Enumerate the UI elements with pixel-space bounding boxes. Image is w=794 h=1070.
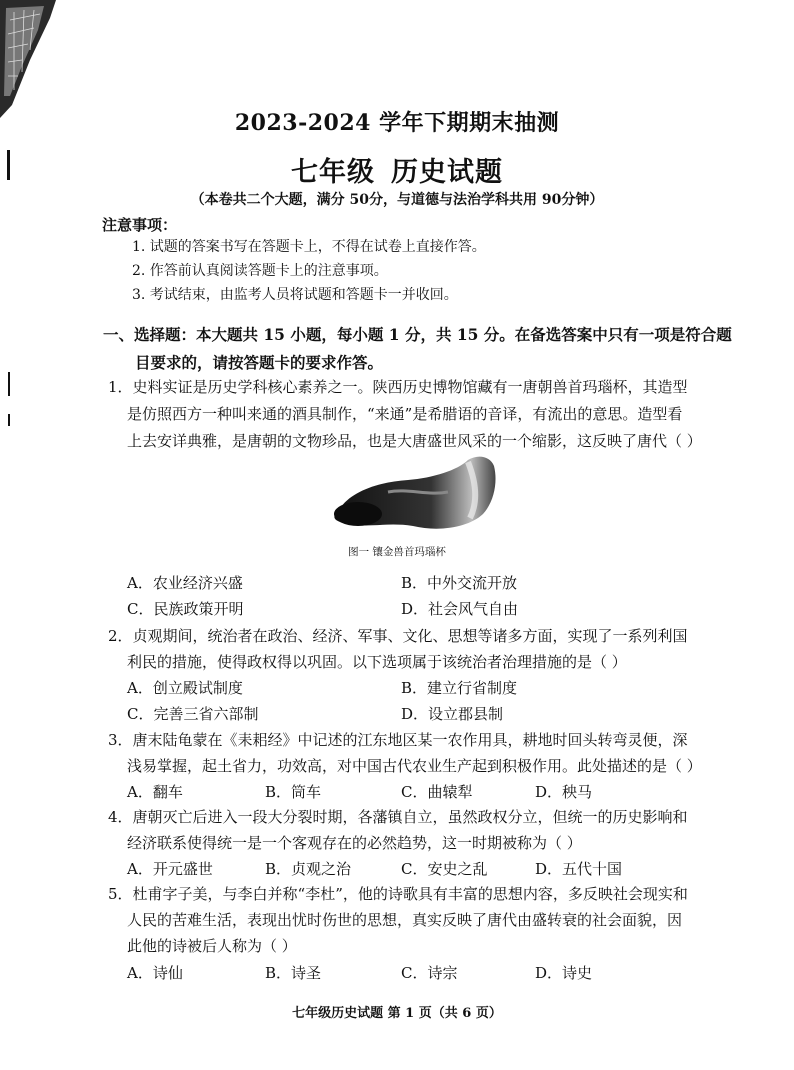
option-a: A．翻车 [127,783,183,801]
question-3-line: 浅易掌握，起土省力，功效高，对中国古代农业生产起到积极作用。此处描述的是（ ） [127,757,702,775]
option-b: B．中外交流开放 [401,574,518,592]
question-4-line: 经济联系使得统一是一个客观存在的必然趋势，这一时期被称为（ ） [127,834,582,852]
option-c: C．曲辕犁 [401,783,473,801]
question-1-line: 上去安详典雅，是唐朝的文物珍品，也是大唐盛世风采的一个缩影，这反映了唐代（ ） [127,432,702,450]
section-heading: 一、选择题：本大题共 15 小题，每小题 1 分，共 15 分。在备选答案中只有一项是符合题 [103,325,732,344]
grade-label: 七年级 [291,157,375,188]
question-5-line: 5．杜甫字子美，与李白并称“李杜”，他的诗歌具有丰富的思想内容，多反映社会现实和 [108,885,688,903]
option-b: B．建立行省制度 [401,679,518,697]
question-4-line: 4．唐朝灭亡后进入一段大分裂时期，各藩镇自立，虽然政权分立，但统一的历史影响和 [108,808,688,826]
option-d: D．秧马 [535,783,593,801]
option-b: B．筒车 [265,783,322,801]
question-3-line: 3．唐末陆龟蒙在《耒耜经》中记述的江东地区某一农作用具，耕地时回头转弯灵便，深 [108,731,688,749]
option-d: D．设立郡县制 [401,705,504,723]
torn-corner-graphic [0,0,60,120]
option-b: B．贞观之治 [265,860,352,878]
option-c: C．诗宗 [401,964,458,982]
option-c: C．安史之乱 [401,860,488,878]
option-c: C．完善三省六部制 [127,705,259,723]
option-a: A．诗仙 [127,964,183,982]
question-1-line: 1．史料实证是历史学科核心素养之一。陕西历史博物馆藏有一唐朝兽首玛瑙杯，其造型 [108,378,688,396]
option-d: D．诗史 [535,964,593,982]
subject-label: 历史试题 [391,157,503,188]
notice-item: 3. 考试结束，由监考人员将试题和答题卡一并收回。 [132,287,458,303]
question-1-line: 是仿照西方一种叫来通的酒具制作，“来通”是希腊语的音译，有流出的意思。造型看 [127,405,683,423]
scan-mark [8,372,10,396]
page-footer: 七年级历史试题 第 1 页（共 6 页） [292,1006,502,1021]
notice-item: 1. 试题的答案书写在答题卡上，不得在试卷上直接作答。 [132,239,486,255]
question-5-line: 此他的诗被后人称为（ ） [127,937,297,955]
exam-info: （本卷共二个大题，满分 50分，与道德与法治学科共用 90分钟） [190,192,604,208]
question-2-line: 2．贞观期间，统治者在政治、经济、军事、文化、思想等诸多方面，实现了一系列利国 [108,627,688,645]
figure-caption: 图一 镶金兽首玛瑙杯 [348,546,446,558]
exam-subtitle [0,150,794,189]
exam-title: 2023-2024 学年下期期末抽测 [234,110,560,136]
notice-heading: 注意事项： [102,216,178,234]
section-heading-cont: 目要求的，请按答题卡的要求作答。 [135,353,384,372]
scan-mark [8,414,10,426]
question-5-line: 人民的苦难生活，表现出忧时伤世的思想，真实反映了唐代由盛转衰的社会面貌，因 [127,911,683,929]
option-d: D．五代十国 [535,860,623,878]
option-d: D．社会风气自由 [401,600,519,618]
option-c: C．民族政策开明 [127,600,244,618]
option-a: A．农业经济兴盛 [127,574,243,592]
option-b: B．诗圣 [265,964,322,982]
option-a: A．创立殿试制度 [127,679,243,697]
agate-cup-figure [318,452,498,537]
notice-item: 2. 作答前认真阅读答题卡上的注意事项。 [132,263,388,279]
option-a: A．开元盛世 [127,860,213,878]
question-2-line: 利民的措施，使得政权得以巩固。以下选项属于该统治者治理措施的是（ ） [127,653,627,671]
